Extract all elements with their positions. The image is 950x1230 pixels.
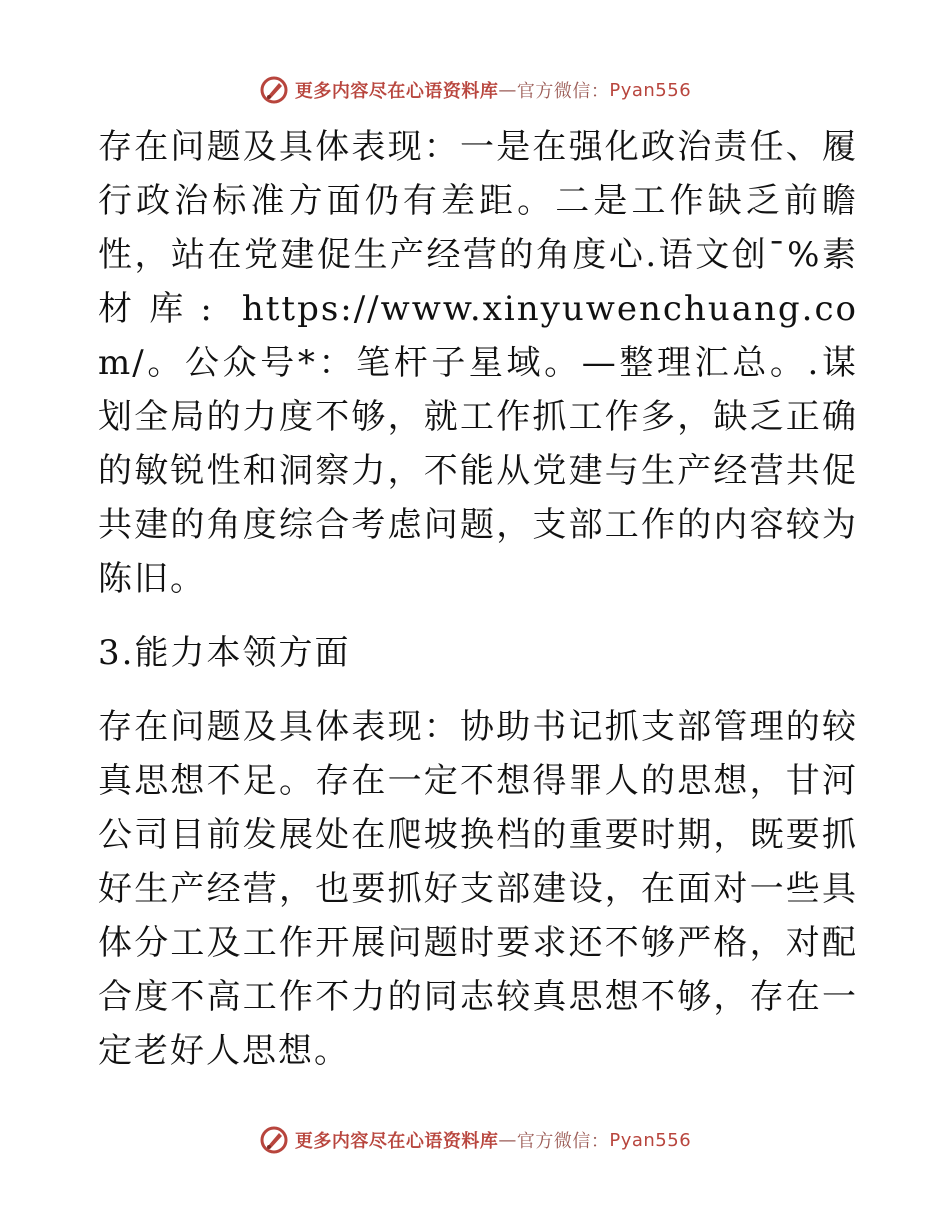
watermark-wechat-label: 官方微信： (516, 81, 610, 102)
watermark-main-text: 更多内容尽在心语资料库 (294, 1131, 499, 1152)
document-body (98, 120, 858, 1098)
watermark-wechat-label: 官方微信： (516, 1131, 610, 1152)
section-heading-ability: 3.能力本领方面 (98, 633, 351, 673)
watermark-wechat-id: Pyan556 (609, 79, 692, 101)
watermark-main-text: 更多内容尽在心语资料库 (294, 81, 499, 102)
pen-logo-icon (259, 1125, 289, 1155)
watermark-wechat-id: Pyan556 (609, 1129, 692, 1151)
watermark-separator: — (498, 1129, 517, 1151)
header-watermark (0, 70, 950, 110)
pen-logo-icon (259, 75, 289, 105)
paragraph-problems-2: 存在问题及具体表现：协助书记抓支部管理的较真思想不足。存在一定不想得罪人的思想，甘河公司目前发展处在爬坡换档的重要时期，既要抓好生产经营，也要抓好支部建设，在面对一些具体分工及工作开展问题时要求还不够严格，对配合度不高工作不力的同志较真思想不够，存在一定老好人思想。 (98, 707, 858, 1071)
watermark-separator: — (498, 79, 517, 101)
footer-watermark (0, 1120, 950, 1160)
paragraph-problems-1: 存在问题及具体表现：一是在强化政治责任、履行政治标准方面仍有差距。二是工作缺乏前瞻性，站在党建促生产经营的角度心.语文创¯%素材库: https://www.xinyuwenchuang.com/。公众号*：笔杆子星域。—整理汇总。.谋划全局的力度不够，就工作抓工作多，缺乏正确的敏锐性和洞察力，不能从党建与生产经营共促共建的角度综合考虑问题，支部工作的内容较为陈旧。 (98, 127, 858, 599)
